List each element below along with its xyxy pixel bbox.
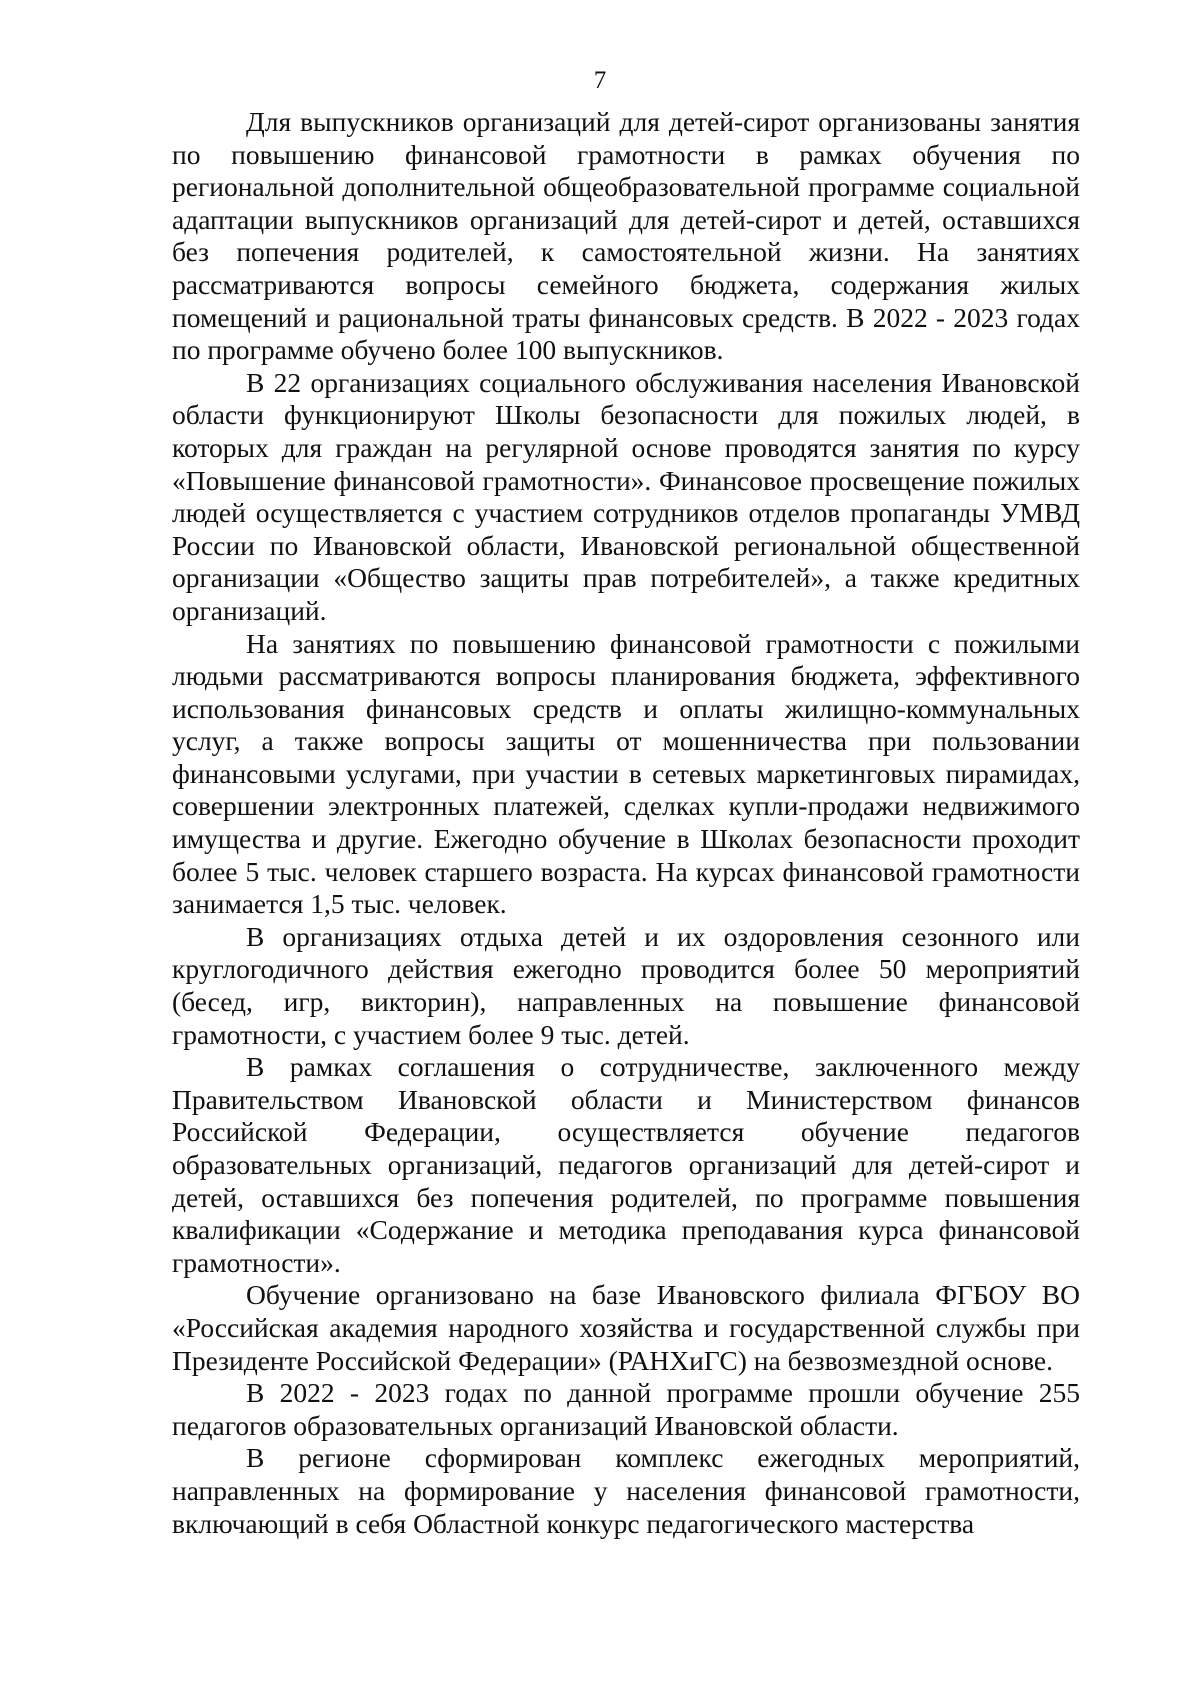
paragraph-teachers-trained: В 2022 - 2023 годах по данной программе прошли обучение 255 педагогов образовательных организаций Ивановской области. <box>172 1377 1080 1441</box>
paragraph-ranepa-training: Обучение организовано на базе Ивановского филиала ФГБОУ ВО «Российская академия народного хозяйства и государственной службы при Президенте Российской Федерации» (РАНХиГС) на безвозмездной основе. <box>172 1279 1080 1376</box>
paragraph-orphan-graduates: Для выпускников организаций для детей-сирот организованы занятия по повышению финансовой грамотности в рамках обучения по региональной дополнительной общеобразовательной программе социальной адаптации выпускников организаций для детей-сирот и детей, оставшихся без попечения родителей, к самостоятельной жизни. На занятиях рассматриваются вопросы семейного бюджета, содержания жилых помещений и рациональной траты финансовых средств. В 2022 - 2023 годах по программе обучено более 100 выпускников. <box>172 106 1080 366</box>
paragraph-children-camps: В организациях отдыха детей и их оздоровления сезонного или круглогодичного действия ежегодно проводится более 50 мероприятий (бесед, игр, викторин), направленных на повышение финансовой грамотности, с участием более 9 тыс. детей. <box>172 920 1080 1050</box>
paragraph-elderly-topics: На занятиях по повышению финансовой грамотности с пожилыми людьми рассматриваются вопросы планирования бюджета, эффективного использования финансовых средств и оплаты жилищно-коммунальных услуг, а также вопросы защиты от мошенничества при пользовании финансовыми услугами, при участии в сетевых маркетинговых пирамидах, совершении электронных платежей, сделках купли-продажи недвижимого имущества и другие. Ежегодно обучение в Школах безопасности проходит более 5 тыс. человек старшего возраста. На курсах финансовой грамотности занимается 1,5 тыс. человек. <box>172 627 1080 920</box>
page-number: 7 <box>593 67 607 94</box>
paragraph-regional-events: В регионе сформирован комплекс ежегодных мероприятий, направленных на формирование у населения финансовой грамотности, включающий в себя Областной конкурс педагогического мастерства <box>172 1442 1080 1539</box>
paragraph-safety-schools: В 22 организациях социального обслуживания населения Ивановской области функционируют Школы безопасности для пожилых людей, в которых для граждан на регулярной основе проводятся занятия по курсу «Повышение финансовой грамотности». Финансовое просвещение пожилых людей осуществляется с участием сотрудников отделов пропаганды УМВД России по Ивановской области, Ивановской региональной общественной организации «Общество защиты прав потребителей», а также кредитных организаций. <box>172 366 1080 626</box>
paragraph-ministry-agreement: В рамках соглашения о сотрудничестве, заключенного между Правительством Ивановской области и Министерством финансов Российской Федерации, осуществляется обучение педагогов образовательных организаций, педагогов организаций для детей-сирот и детей, оставшихся без попечения родителей, по программе повышения квалификации «Содержание и методика преподавания курса финансовой грамотности». <box>172 1051 1080 1278</box>
document-body <box>172 106 1080 1540</box>
